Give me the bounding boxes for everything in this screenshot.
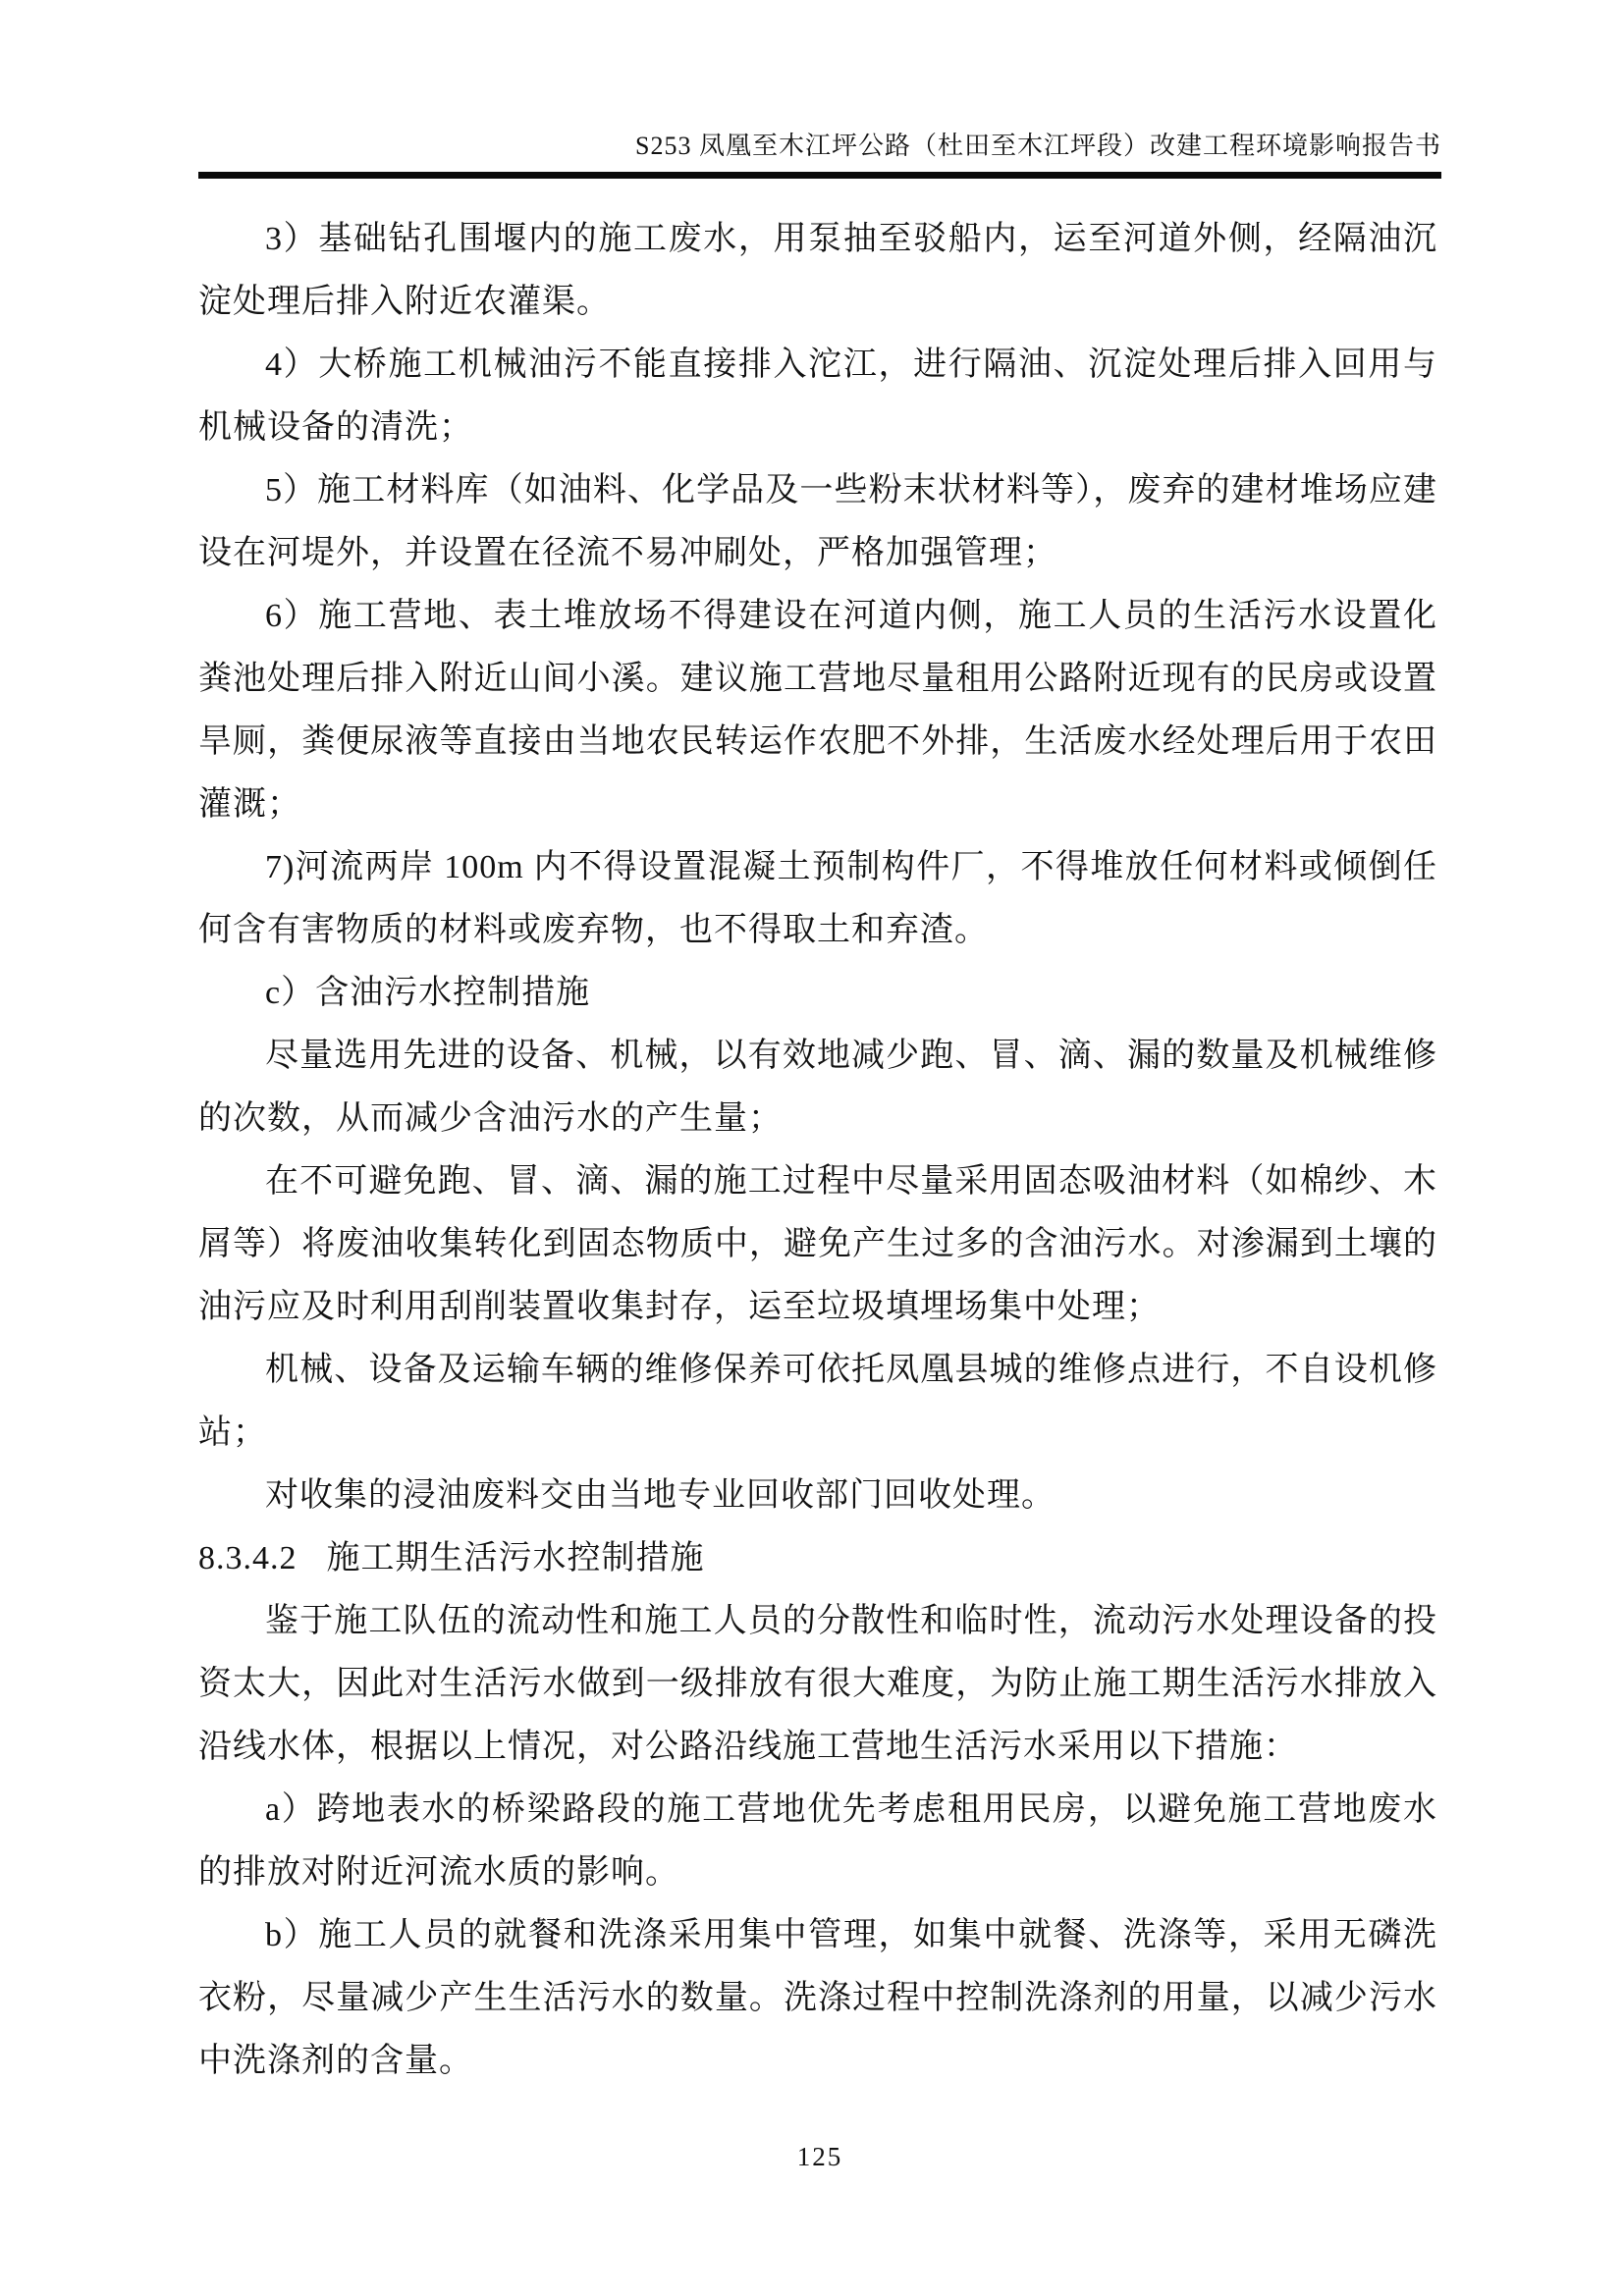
paragraph: 尽量选用先进的设备、机械，以有效地减少跑、冒、滴、漏的数量及机械维修的次数，从而减少含油污水的产生量； [198, 1038, 1437, 1137]
section-heading [198, 1527, 1437, 1590]
paragraph-item-3: 3）基础钻孔围堰内的施工废水，用泵抽至驳船内，运至河道外侧，经隔油沉淀处理后排入附近农灌渠。 [198, 221, 1437, 320]
paragraph-item-5: 5）施工材料库（如油料、化学品及一些粉末状材料等），废弃的建材堆场应建设在河堤外，并设置在径流不易冲刷处，严格加强管理； [198, 472, 1437, 571]
document-body [198, 208, 1437, 2093]
paragraph-item-a: a）跨地表水的桥梁路段的施工营地优先考虑租用民房，以避免施工营地废水的排放对附近河流水质的影响。 [198, 1791, 1437, 1891]
paragraph-item-4: 4）大桥施工机械油污不能直接排入沱江，进行隔油、沉淀处理后排入回用与机械设备的清洗； [198, 347, 1437, 446]
paragraph: 机械、设备及运输车辆的维修保养可依托凤凰县城的维修点进行，不自设机修站； [198, 1352, 1437, 1451]
page-header [198, 130, 1441, 179]
paragraph: 对收集的浸油废料交由当地专业回收部门回收处理。 [265, 1477, 1056, 1514]
header-title: S253 凤凰至木江坪公路（杜田至木江坪段）改建工程环境影响报告书 [635, 132, 1441, 160]
page-footer [198, 2142, 1441, 2172]
paragraph-item-7: 7)河流两岸 100m 内不得设置混凝土预制构件厂，不得堆放任何材料或倾倒任何含有害物质的材料或废弃物，也不得取土和弃渣。 [198, 849, 1437, 948]
paragraph-item-b: b）施工人员的就餐和洗涤采用集中管理，如集中就餐、洗涤等，采用无磷洗衣粉，尽量减少产生生活污水的数量。洗涤过程中控制洗涤剂的用量，以减少污水中洗涤剂的含量。 [198, 1917, 1437, 2079]
section-heading-number: 8.3.4.2 [198, 1540, 298, 1576]
paragraph-item-c: c）含油污水控制措施 [265, 975, 591, 1011]
paragraph: 在不可避免跑、冒、滴、漏的施工过程中尽量采用固态吸油材料（如棉纱、木屑等）将废油收集转化到固态物质中，避免产生过多的含油污水。对渗漏到土壤的油污应及时利用刮削装置收集封存，运至垃圾填埋场集中处理； [198, 1163, 1437, 1325]
paragraph-item-6: 6）施工营地、表土堆放场不得建设在河道内侧，施工人员的生活污水设置化粪池处理后排入附近山间小溪。建议施工营地尽量租用公路附近现有的民房或设置旱厕，粪便尿液等直接由当地农民转运作农肥不外排，生活废水经处理后用于农田灌溉； [198, 598, 1437, 823]
section-heading-title: 施工期生活污水控制措施 [326, 1540, 705, 1576]
page-number: 125 [796, 2142, 843, 2171]
paragraph: 鉴于施工队伍的流动性和施工人员的分散性和临时性，流动污水处理设备的投资太大，因此对生活污水做到一级排放有很大难度，为防止施工期生活污水排放入沿线水体，根据以上情况，对公路沿线施工营地生活污水采用以下措施： [198, 1603, 1437, 1765]
